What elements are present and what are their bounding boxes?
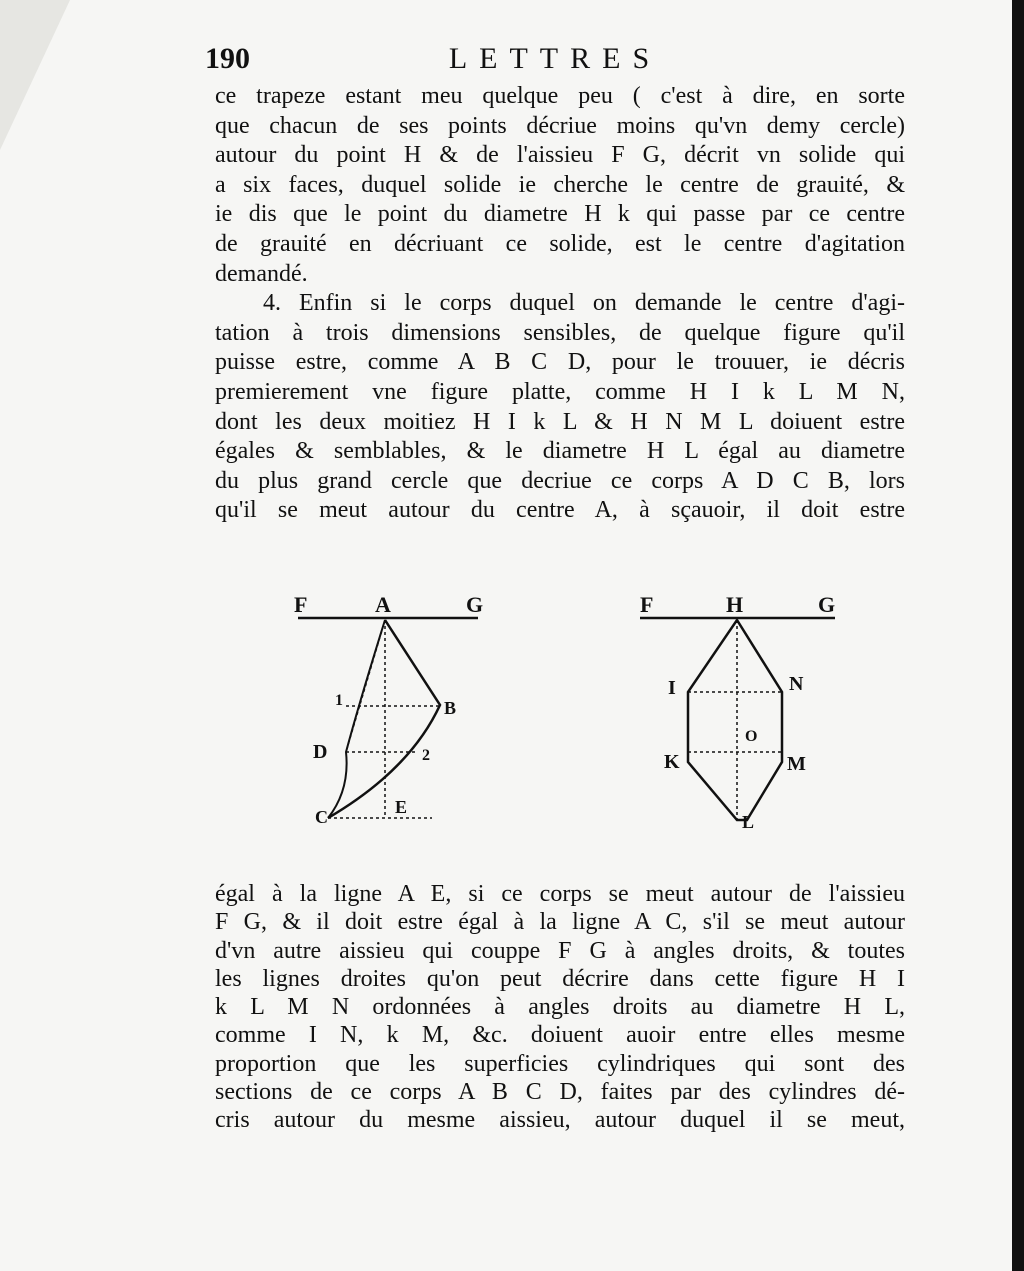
- text-line: demandé.: [215, 260, 308, 287]
- text-line: ie dis que le point du diametre H k qui passe par ce centre: [215, 201, 905, 228]
- label-D: D: [313, 741, 328, 763]
- text-line: k L M N ordonnées à angles droits au diametre H L,: [215, 994, 905, 1021]
- label-G2: G: [818, 592, 836, 617]
- text-line: comme I N, k M, &c. doiuent auoir entre elles mesme: [215, 1022, 905, 1049]
- label-B: B: [444, 698, 457, 718]
- text-line: égal à la ligne A E, si ce corps se meut autour de l'aissieu: [215, 881, 905, 907]
- body-text-lower: [215, 880, 905, 1135]
- label-E: E: [395, 797, 408, 817]
- text-line: tation à trois dimensions sensibles, de quelque figure qu'il: [215, 319, 905, 346]
- page-header: [205, 42, 905, 82]
- text-line: 4. Enfin si le corps duquel on demande le centre d'agi-: [263, 290, 905, 317]
- label-M: M: [787, 753, 806, 775]
- label-I: I: [668, 677, 676, 699]
- body-text-upper: [215, 82, 905, 526]
- label-N: N: [789, 673, 804, 695]
- text-line: premierement vne figure platte, comme H I k L M N,: [215, 378, 905, 405]
- label-G1: G: [466, 592, 484, 617]
- label-L: L: [742, 812, 755, 832]
- text-line: dont les deux moitiez H I k L & H N M L doiuent estre: [215, 408, 905, 435]
- text-line: d'vn autre aissieu qui couppe F G à angles droits, & toutes: [215, 937, 905, 964]
- geometric-figures: [0, 585, 1024, 835]
- text-line: sections de ce corps A B C D, faites par des cylindres dé-: [215, 1079, 905, 1106]
- label-F2: F: [640, 592, 654, 617]
- text-line: les lignes droites qu'on peut décrire dans cette figure H I: [215, 965, 905, 992]
- label-2: 2: [422, 747, 430, 764]
- label-1: 1: [335, 692, 343, 709]
- text-line: du plus grand cercle que decriue ce corps A D C B, lors: [215, 467, 905, 494]
- figure-abcd: [294, 592, 483, 827]
- text-line: F G, & il doit estre égal à la ligne A C, s'il se meut autour: [215, 909, 905, 936]
- text-line: ce trapeze estant meu quelque peu ( c'est à dire, en sorte: [215, 83, 905, 109]
- text-line: autour du point H & de l'aissieu F G, décrit vn solide qui: [215, 142, 905, 169]
- text-line: que chacun de ses points décriue moins qu'vn demy cercle): [215, 112, 905, 139]
- text-line: égales & semblables, & le diametre H L égal au diametre: [215, 438, 905, 465]
- text-line: cris autour du mesme aissieu, autour duquel il se meut,: [215, 1107, 905, 1134]
- running-title: LETTRES: [448, 42, 662, 75]
- label-O: O: [745, 728, 758, 745]
- label-C: C: [315, 807, 328, 827]
- label-A: A: [375, 592, 391, 617]
- label-F1: F: [294, 592, 308, 617]
- text-line: qu'il se meut autour du centre A, à sçauoir, il doit estre: [215, 497, 905, 524]
- text-line: proportion que les superficies cylindriques qui sont des: [215, 1050, 905, 1077]
- page-number: 190: [205, 42, 250, 75]
- label-K: K: [664, 751, 680, 773]
- text-line: puisse estre, comme A B C D, pour le trouuer, ie décris: [215, 349, 905, 376]
- text-line: de grauité en décriuant ce solide, est le centre d'agitation: [215, 230, 905, 257]
- text-line: a six faces, duquel solide ie cherche le centre de grauité, &: [215, 171, 905, 198]
- figure-hiklmn: [640, 592, 835, 832]
- torn-corner: [0, 0, 70, 150]
- label-H: H: [726, 592, 744, 617]
